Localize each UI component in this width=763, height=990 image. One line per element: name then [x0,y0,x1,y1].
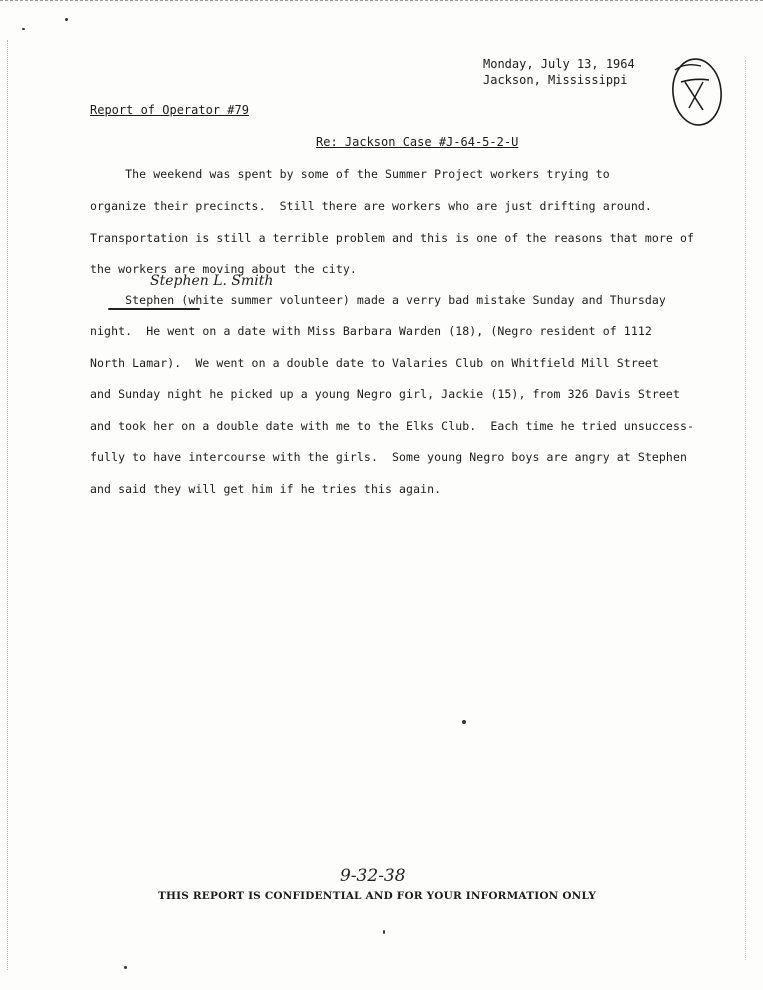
body-line: Transportation is still a terrible problem and this is one of the reasons that more of [90,231,695,245]
body-line: The weekend was spent by some of the Summer Project workers trying to [90,167,610,181]
body-line: and Sunday night he picked up a young Negro girl, Jackie (15), from 326 Davis Street [90,387,680,401]
handwritten-file-number: 9-32-38 [340,866,406,886]
page-right-edge [745,60,746,960]
body-line: fully to have intercourse with the girls. Some young Negro boys are angry at Stephen [90,450,688,464]
scan-speck [124,966,127,969]
scan-speck [65,18,68,21]
circled-mark-stamp [645,56,747,128]
body-line: night. He went on a date with Miss Barbara Warden (18), (Negro resident of 1112 [90,324,652,338]
body-line: and took her on a double date with me to the Elks Club. Each time he tried unsuccess- [90,419,695,433]
case-reference: Re: Jackson Case #J-64-5-2-U [316,135,519,149]
body-line: and said they will get him if he tries this again. [90,482,442,496]
body-line: North Lamar). We went on a double date to Valaries Club on Whitfield Mill Street [90,356,659,370]
page-top-edge [0,0,763,1]
confidential-footer: THIS REPORT IS CONFIDENTIAL AND FOR YOUR INFORMATION ONLY [158,890,597,902]
body-line: the workers are moving about the city. [90,262,357,276]
handwritten-name: Stephen L. Smith [150,273,274,289]
scan-speck [22,28,25,30]
scan-speck [383,930,385,934]
body-line: organize their precincts. Still there are workers who are just drifting around. [90,199,652,213]
handwritten-underline [108,308,200,310]
report-date: Monday, July 13, 1964 [483,57,635,71]
page-left-edge [7,40,8,970]
scan-speck [462,720,466,724]
report-location: Jackson, Mississippi [483,73,628,87]
report-title: Report of Operator #79 [90,103,249,117]
dateline [483,56,635,88]
body-line: Stephen (white summer volunteer) made a verry bad mistake Sunday and Thursday [90,293,666,307]
